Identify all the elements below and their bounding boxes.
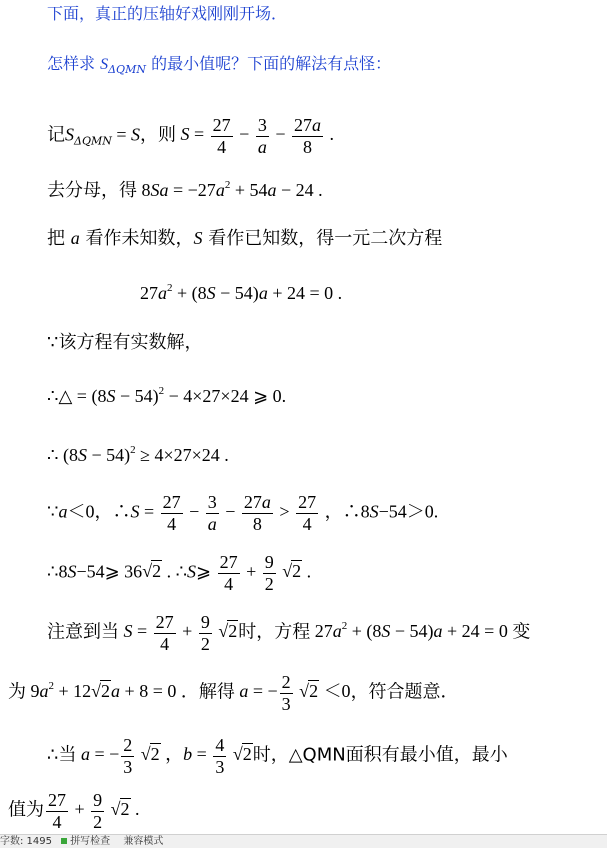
compat-mode-label: 兼容模式 [123, 836, 164, 847]
inequality-line: ∴ $(8S - 54)^2 \ge 4\times 27\times 24$ . [47, 444, 229, 465]
clear-denominator-line: 去分母，得 $8Sa = -27a^2 + 54a - 24$ . [47, 179, 323, 201]
status-bar [0, 834, 607, 848]
check-line-2: 为 $9a^2 + 12√2a + 8 = 0$ ．解得 a = − $\frac{2}{3}$ √2 ＜0，符合题意． [8, 672, 459, 714]
discriminant-line: ∴△ = $(8S - 54)^2 - 4\times 27\times 24$ ⩾ 0. [47, 385, 287, 406]
conclusion-line-2: 值为 $\frac{27}{4}$ + $\frac{9}{2}$ √2 . [8, 790, 140, 832]
define-s-line: 记$S_{\Delta QMN} = S$，则 S = $\frac{27}{4}$ − $\frac{3}{a}$ − $\frac{27a}{8}$ . [47, 115, 334, 157]
spellcheck-toggle[interactable]: 拼写检查 [70, 836, 111, 847]
intro-line: 下面，真正的压轴好戏刚刚开场． [47, 4, 288, 23]
question-line: 怎样求 $S_{\Delta QMN}$ 的最小值呢？下面的解法有点怪： [47, 54, 392, 76]
treat-unknown-line: 把 a 看作未知数，S 看作已知数，得一元二次方程 [47, 228, 443, 249]
quadratic-equation: $27a^2 + (8S - 54)a + 24 = 0$ . [140, 282, 343, 303]
sign-condition-line: ∵a＜0，∴S = $\frac{27}{4}$ − $\frac{3}{a}$ − $\frac{27a}{8}$ > $\frac{27}{4}$ ，∴8S−54＞0. [47, 492, 439, 534]
bound-line: ∴8S−54⩾ 36√2 . ∴S⩾ $\frac{27}{4}$ + $\frac{9}{2}$ √2 . [47, 552, 312, 594]
spellcheck-icon [61, 838, 67, 844]
real-roots-line: ∵该方程有实数解， [47, 332, 203, 353]
conclusion-line-1: ∴当 a = − $\frac{2}{3}$ √2 ，b = $\frac{4}{3}$ √2时，△QMN面积有最小值，最小 [47, 735, 508, 777]
word-count: 字数: 1495 [0, 836, 52, 847]
check-line-1: 注意到当 S = $\frac{27}{4}$ + $\frac{9}{2}$ √2时，方程 $27a^2 + (8S - 54)a + 24 = 0$ 变 [47, 612, 531, 654]
